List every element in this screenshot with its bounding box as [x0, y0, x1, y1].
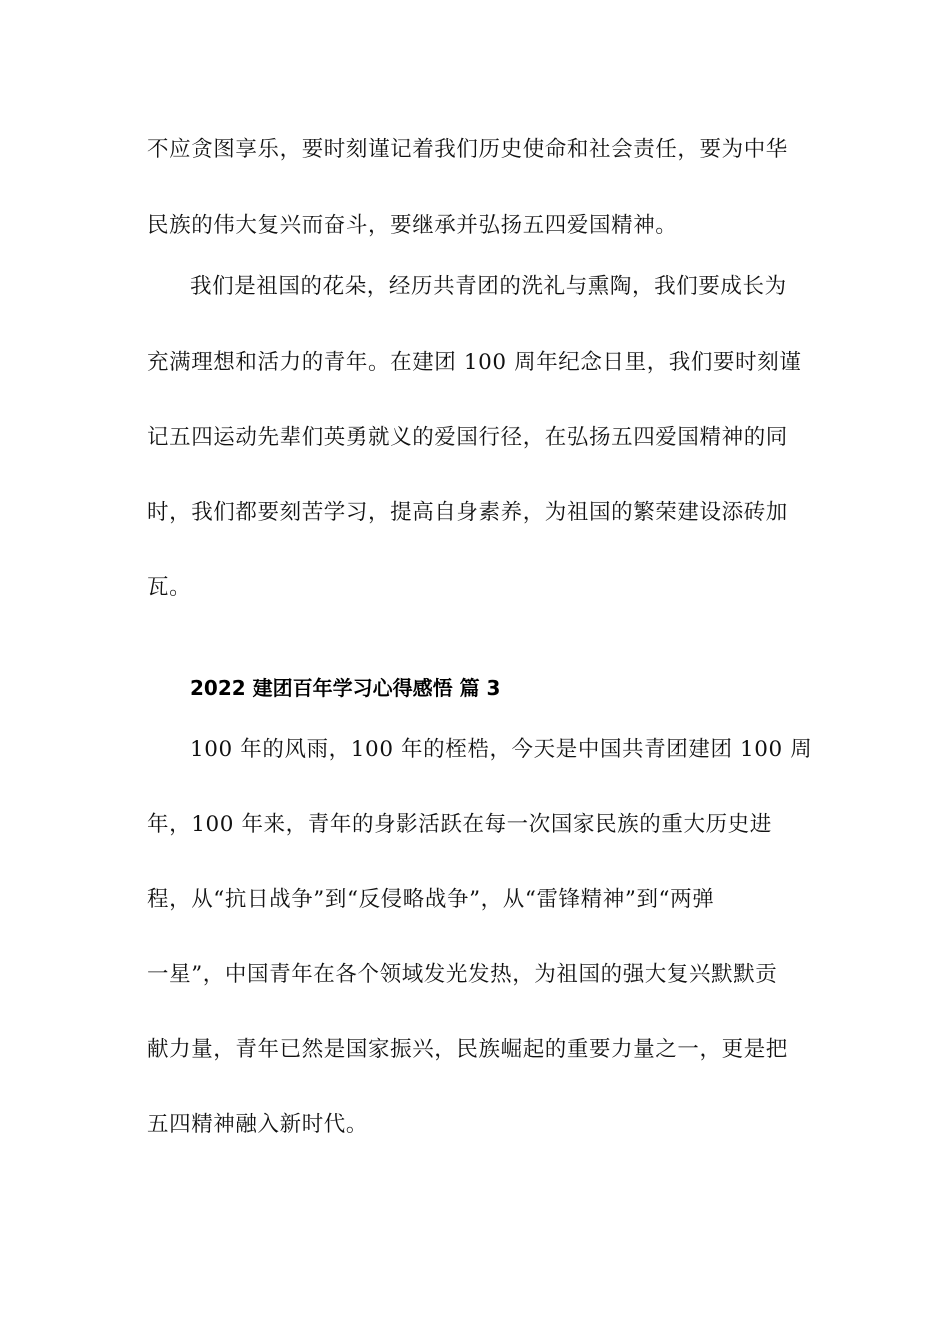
paragraph-line: 充满理想和活力的青年。在建团 100 周年纪念日里，我们要时刻谨	[147, 350, 802, 375]
paragraph-line: 民族的伟大复兴而奋斗，要继承并弘扬五四爱国精神。	[147, 213, 678, 238]
paragraph-line: 年，100 年来，青年的身影活跃在每一次国家民族的重大历史进	[147, 812, 772, 837]
paragraph-line: 程，从“抗日战争”到“反侵略战争”，从“雷锋精神”到“两弹	[147, 887, 715, 912]
paragraph-line: 记五四运动先辈们英勇就义的爱国行径，在弘扬五四爱国精神的同	[147, 425, 788, 450]
section-heading: 2022 建团百年学习心得感悟 篇 3	[190, 676, 501, 700]
paragraph-line: 五四精神融入新时代。	[147, 1112, 369, 1137]
paragraph-line: 献力量，青年已然是国家振兴，民族崛起的重要力量之一，更是把	[147, 1037, 788, 1062]
paragraph-line: 瓦。	[147, 575, 192, 600]
paragraph-line: 时，我们都要刻苦学习，提高自身素养，为祖国的繁荣建设添砖加	[147, 500, 788, 525]
paragraph-line: 不应贪图享乐，要时刻谨记着我们历史使命和社会责任，要为中华	[147, 137, 788, 162]
paragraph-line: 我们是祖国的花朵，经历共青团的洗礼与熏陶，我们要成长为	[190, 274, 787, 299]
paragraph-line: 100 年的风雨，100 年的桎梏，今天是中国共青团建团 100 周	[190, 737, 813, 762]
paragraph-line: 一星”，中国青年在各个领域发光发热，为祖国的强大复兴默默贡	[147, 962, 778, 987]
